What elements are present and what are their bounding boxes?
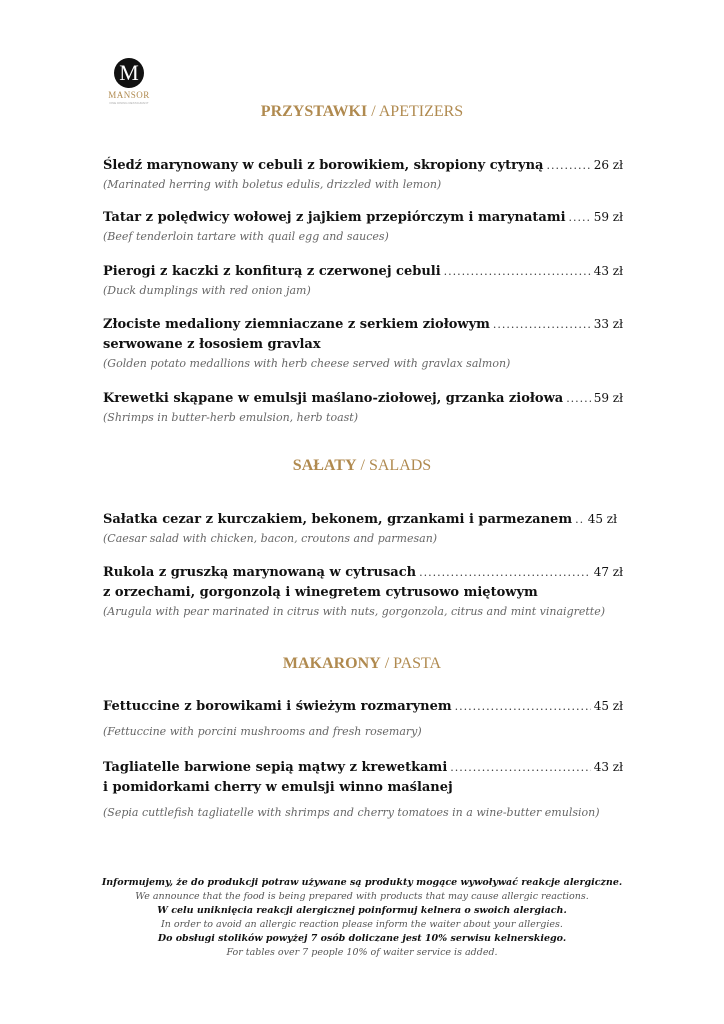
menu-item (103, 261, 623, 300)
notice-line: Do obsługi stolików powyżej 7 osób doliczane jest 10% serwisu kelnerskiego. (157, 933, 567, 944)
item-description: (Marinated herring with boletus edulis, drizzled with lemon) (103, 178, 442, 191)
restaurant-logo (106, 58, 152, 105)
item-price: 43 zł (593, 760, 623, 774)
item-name: Sałatka cezar z kurczakiem, bekonem, grzankami i parmezanem (103, 512, 573, 527)
menu-item (103, 562, 623, 621)
menu-item (103, 696, 623, 741)
item-price: 47 zł (593, 565, 623, 579)
notice-line: In order to avoid an allergic reaction please inform the waiter about your allergies. (161, 919, 563, 930)
section-title-salads: SAŁATY / SALADS (292, 457, 432, 474)
item-price: 59 zł (593, 210, 623, 224)
item-name-continued: i pomidorkami cherry w emulsji winno maślanej (103, 780, 453, 795)
item-description: (Duck dumplings with red onion jam) (103, 284, 311, 297)
item-description: (Arugula with pear marinated in citrus with nuts, gorgonzola, citrus and mint vinaigrette) (103, 605, 606, 618)
item-name: Fettuccine z borowikami i świeżym rozmarynem (103, 699, 452, 714)
item-description: (Beef tenderloin tartare with quail egg and sauces) (103, 230, 389, 243)
menu-item (103, 207, 623, 246)
item-price: 45 zł (587, 512, 617, 526)
item-price: 33 zł (593, 317, 623, 331)
section-title-apetizers: PRZYSTAWKI / APETIZERS (260, 103, 464, 120)
notice-line: We announce that the food is being prepared with products that may cause allergic reactions. (135, 891, 589, 902)
item-description: (Fettuccine with porcini mushrooms and fresh rosemary) (103, 725, 422, 738)
notice-line: For tables over 7 people 10% of waiter service is added. (226, 947, 498, 958)
item-name: Krewetki skąpane w emulsji maślano-ziołowej, grzanka ziołowa (103, 391, 564, 406)
item-name: Złociste medaliony ziemniaczane z serkiem ziołowym (103, 317, 490, 332)
menu-item (103, 314, 623, 373)
item-description: (Shrimps in butter-herb emulsion, herb toast) (103, 411, 358, 424)
item-name: Pierogi z kaczki z konfiturą z czerwonej cebuli (103, 264, 441, 279)
item-description: (Golden potato medallions with herb cheese served with gravlax salmon) (103, 357, 511, 370)
item-price: 43 zł (593, 264, 623, 278)
item-description: (Sepia cuttlefish tagliatelle with shrimps and cherry tomatoes in a wine-butter emulsion) (103, 806, 600, 819)
section-title-pasta: MAKARONY / PASTA (282, 655, 442, 672)
notice-line: W celu uniknięcia reakcji alergicznej poinformuj kelnera o swoich alergiach. (157, 905, 567, 916)
item-name: Tatar z polędwicy wołowej z jajkiem przepiórczym i marynatami (103, 210, 566, 225)
item-price: 59 zł (593, 391, 623, 405)
item-price: 26 zł (593, 158, 623, 172)
item-name: Tagliatelle barwione sepią mątwy z krewetkami (103, 760, 448, 775)
allergy-notice (0, 876, 724, 960)
menu-item (103, 509, 617, 548)
item-name: Śledź marynowany w cebuli z borowikiem, skropiony cytryną (103, 158, 544, 173)
logo-tagline: FINE DINING RESTAURANT (109, 101, 149, 105)
menu-item (103, 388, 623, 427)
logo-name: MANSOR (108, 90, 150, 100)
menu-item (103, 155, 623, 194)
item-name-continued: serwowane z łososiem gravlax (103, 337, 321, 352)
menu-item (103, 757, 623, 822)
item-price: 45 zł (593, 699, 623, 713)
item-description: (Caesar salad with chicken, bacon, croutons and parmesan) (103, 532, 438, 545)
item-name: Rukola z gruszką marynowaną w cytrusach (103, 565, 417, 580)
notice-line: Informujemy, że do produkcji potraw używane są produkty mogące wywoływać reakcje alergiczne. (101, 877, 623, 888)
logo-monogram: M (114, 58, 144, 88)
item-name-continued: z orzechami, gorgonzolą i winegretem cytrusowo miętowym (103, 585, 538, 600)
